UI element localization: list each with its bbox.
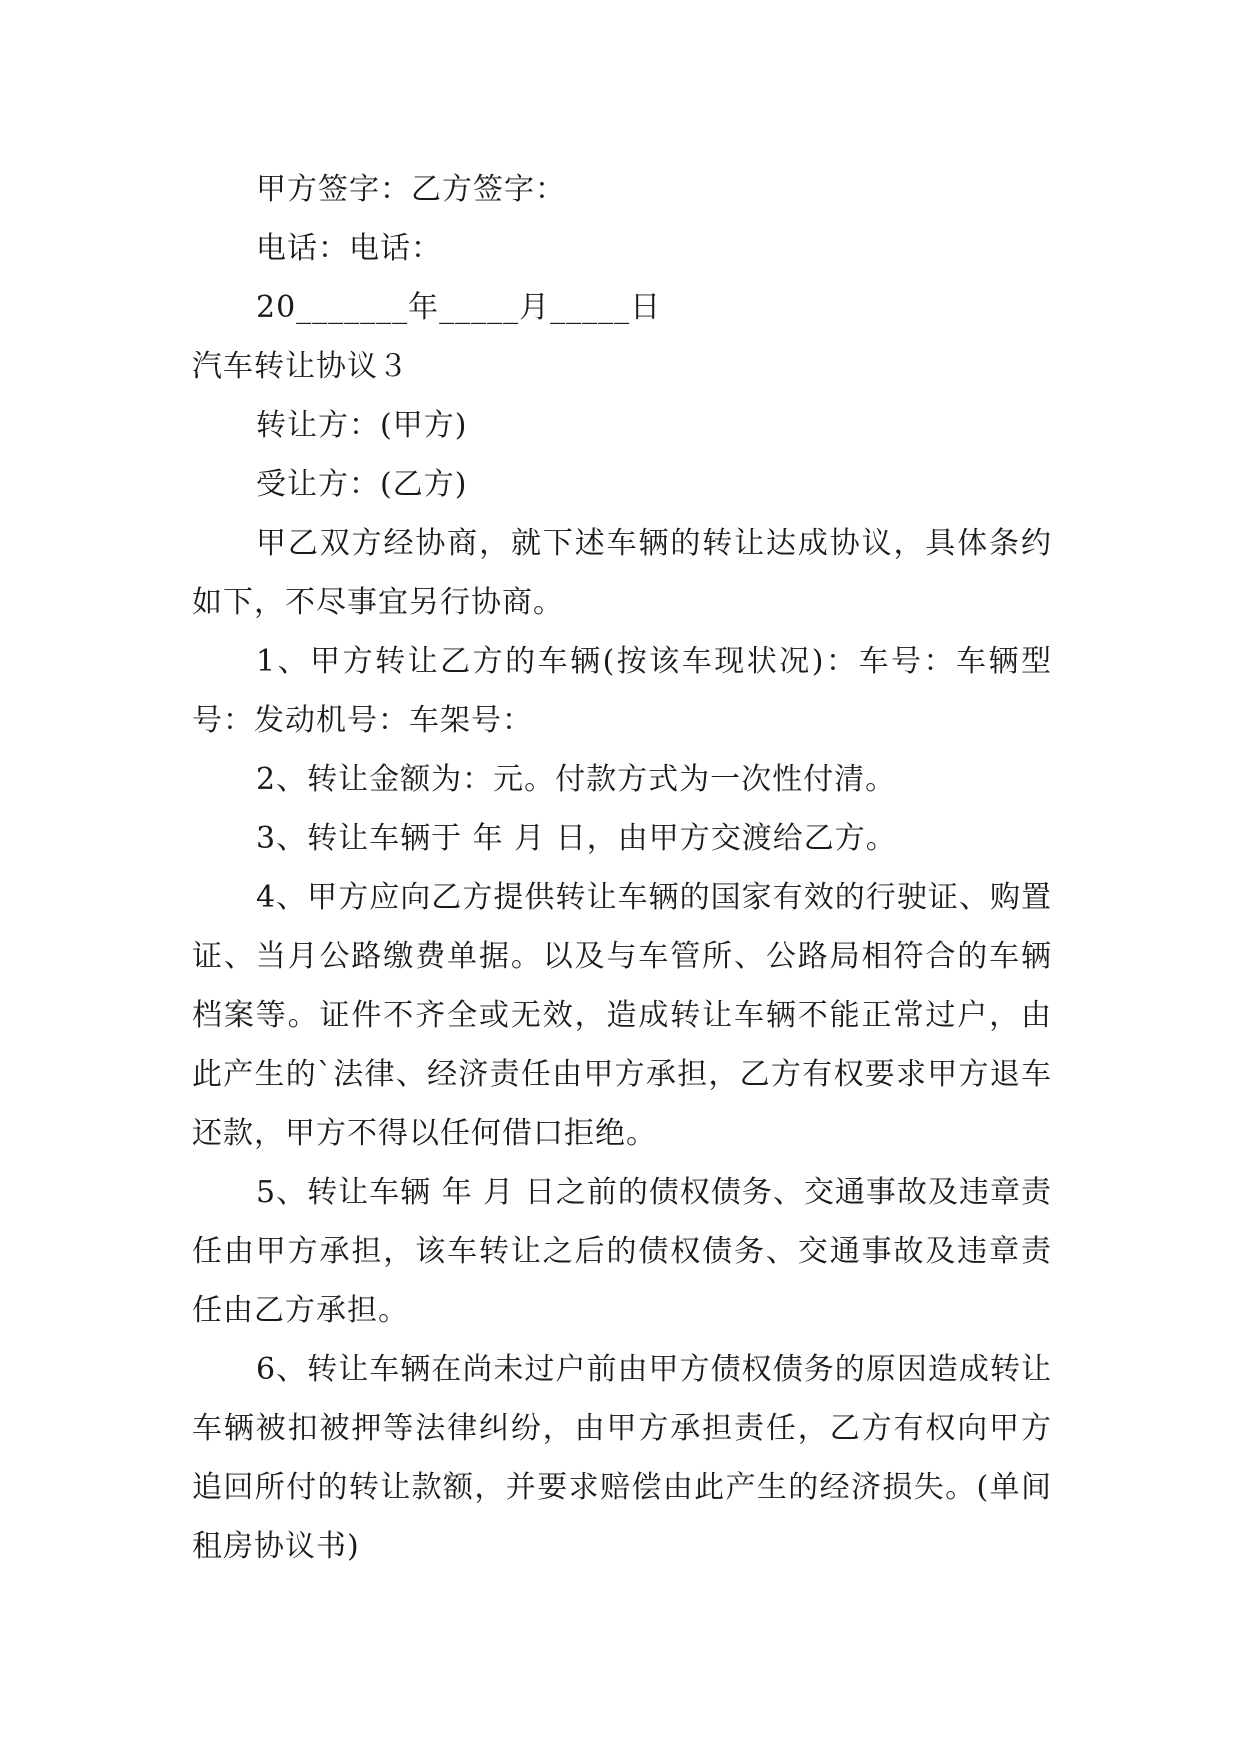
paragraph-intro: 甲乙双方经协商，就下述车辆的转让达成协议，具体条约如下，不尽事宜另行协商。 bbox=[192, 526, 1052, 620]
transferee-line: 受让方：(乙方) bbox=[256, 467, 468, 502]
agreement-heading: 汽车转让协议３ bbox=[192, 349, 409, 384]
paragraph-clause-4: 4、甲方应向乙方提供转让车辆的国家有效的行驶证、购置证、当月公路缴费单据。以及与车管所、公路局相符合的车辆档案等。证件不齐全或无效，造成转让车辆不能正常过户，由此产生的`法律、经济责任由甲方承担，乙方有权要求甲方退车还款，甲方不得以任何借口拒绝。 bbox=[192, 880, 1052, 1151]
paragraph-clause-1: 1、甲方转让乙方的车辆(按该车现状况)：车号：车辆型号：发动机号：车架号： bbox=[192, 644, 1052, 738]
paragraph-clause-3: 3、转让车辆于 年 月 日，由甲方交渡给乙方。 bbox=[256, 821, 897, 856]
paragraph-clause-2: 2、转让金额为：元。付款方式为一次性付清。 bbox=[256, 762, 897, 797]
transferor-line: 转让方：(甲方) bbox=[256, 408, 468, 443]
phone-line: 电话：电话： bbox=[256, 231, 442, 266]
date-line: 20_______年_____月_____日 bbox=[256, 290, 662, 325]
document-content bbox=[192, 160, 1052, 1576]
signature-line: 甲方签字：乙方签字： bbox=[256, 172, 566, 207]
paragraph-clause-5: 5、转让车辆 年 月 日之前的债权债务、交通事故及违章责任由甲方承担，该车转让之后的债权债务、交通事故及违章责任由乙方承担。 bbox=[192, 1175, 1052, 1328]
paragraph-clause-6: 6、转让车辆在尚未过户前由甲方债权债务的原因造成转让车辆被扣被押等法律纠纷，由甲方承担责任，乙方有权向甲方追回所付的转让款额，并要求赔偿由此产生的经济损失。(单间租房协议书) bbox=[192, 1352, 1052, 1564]
